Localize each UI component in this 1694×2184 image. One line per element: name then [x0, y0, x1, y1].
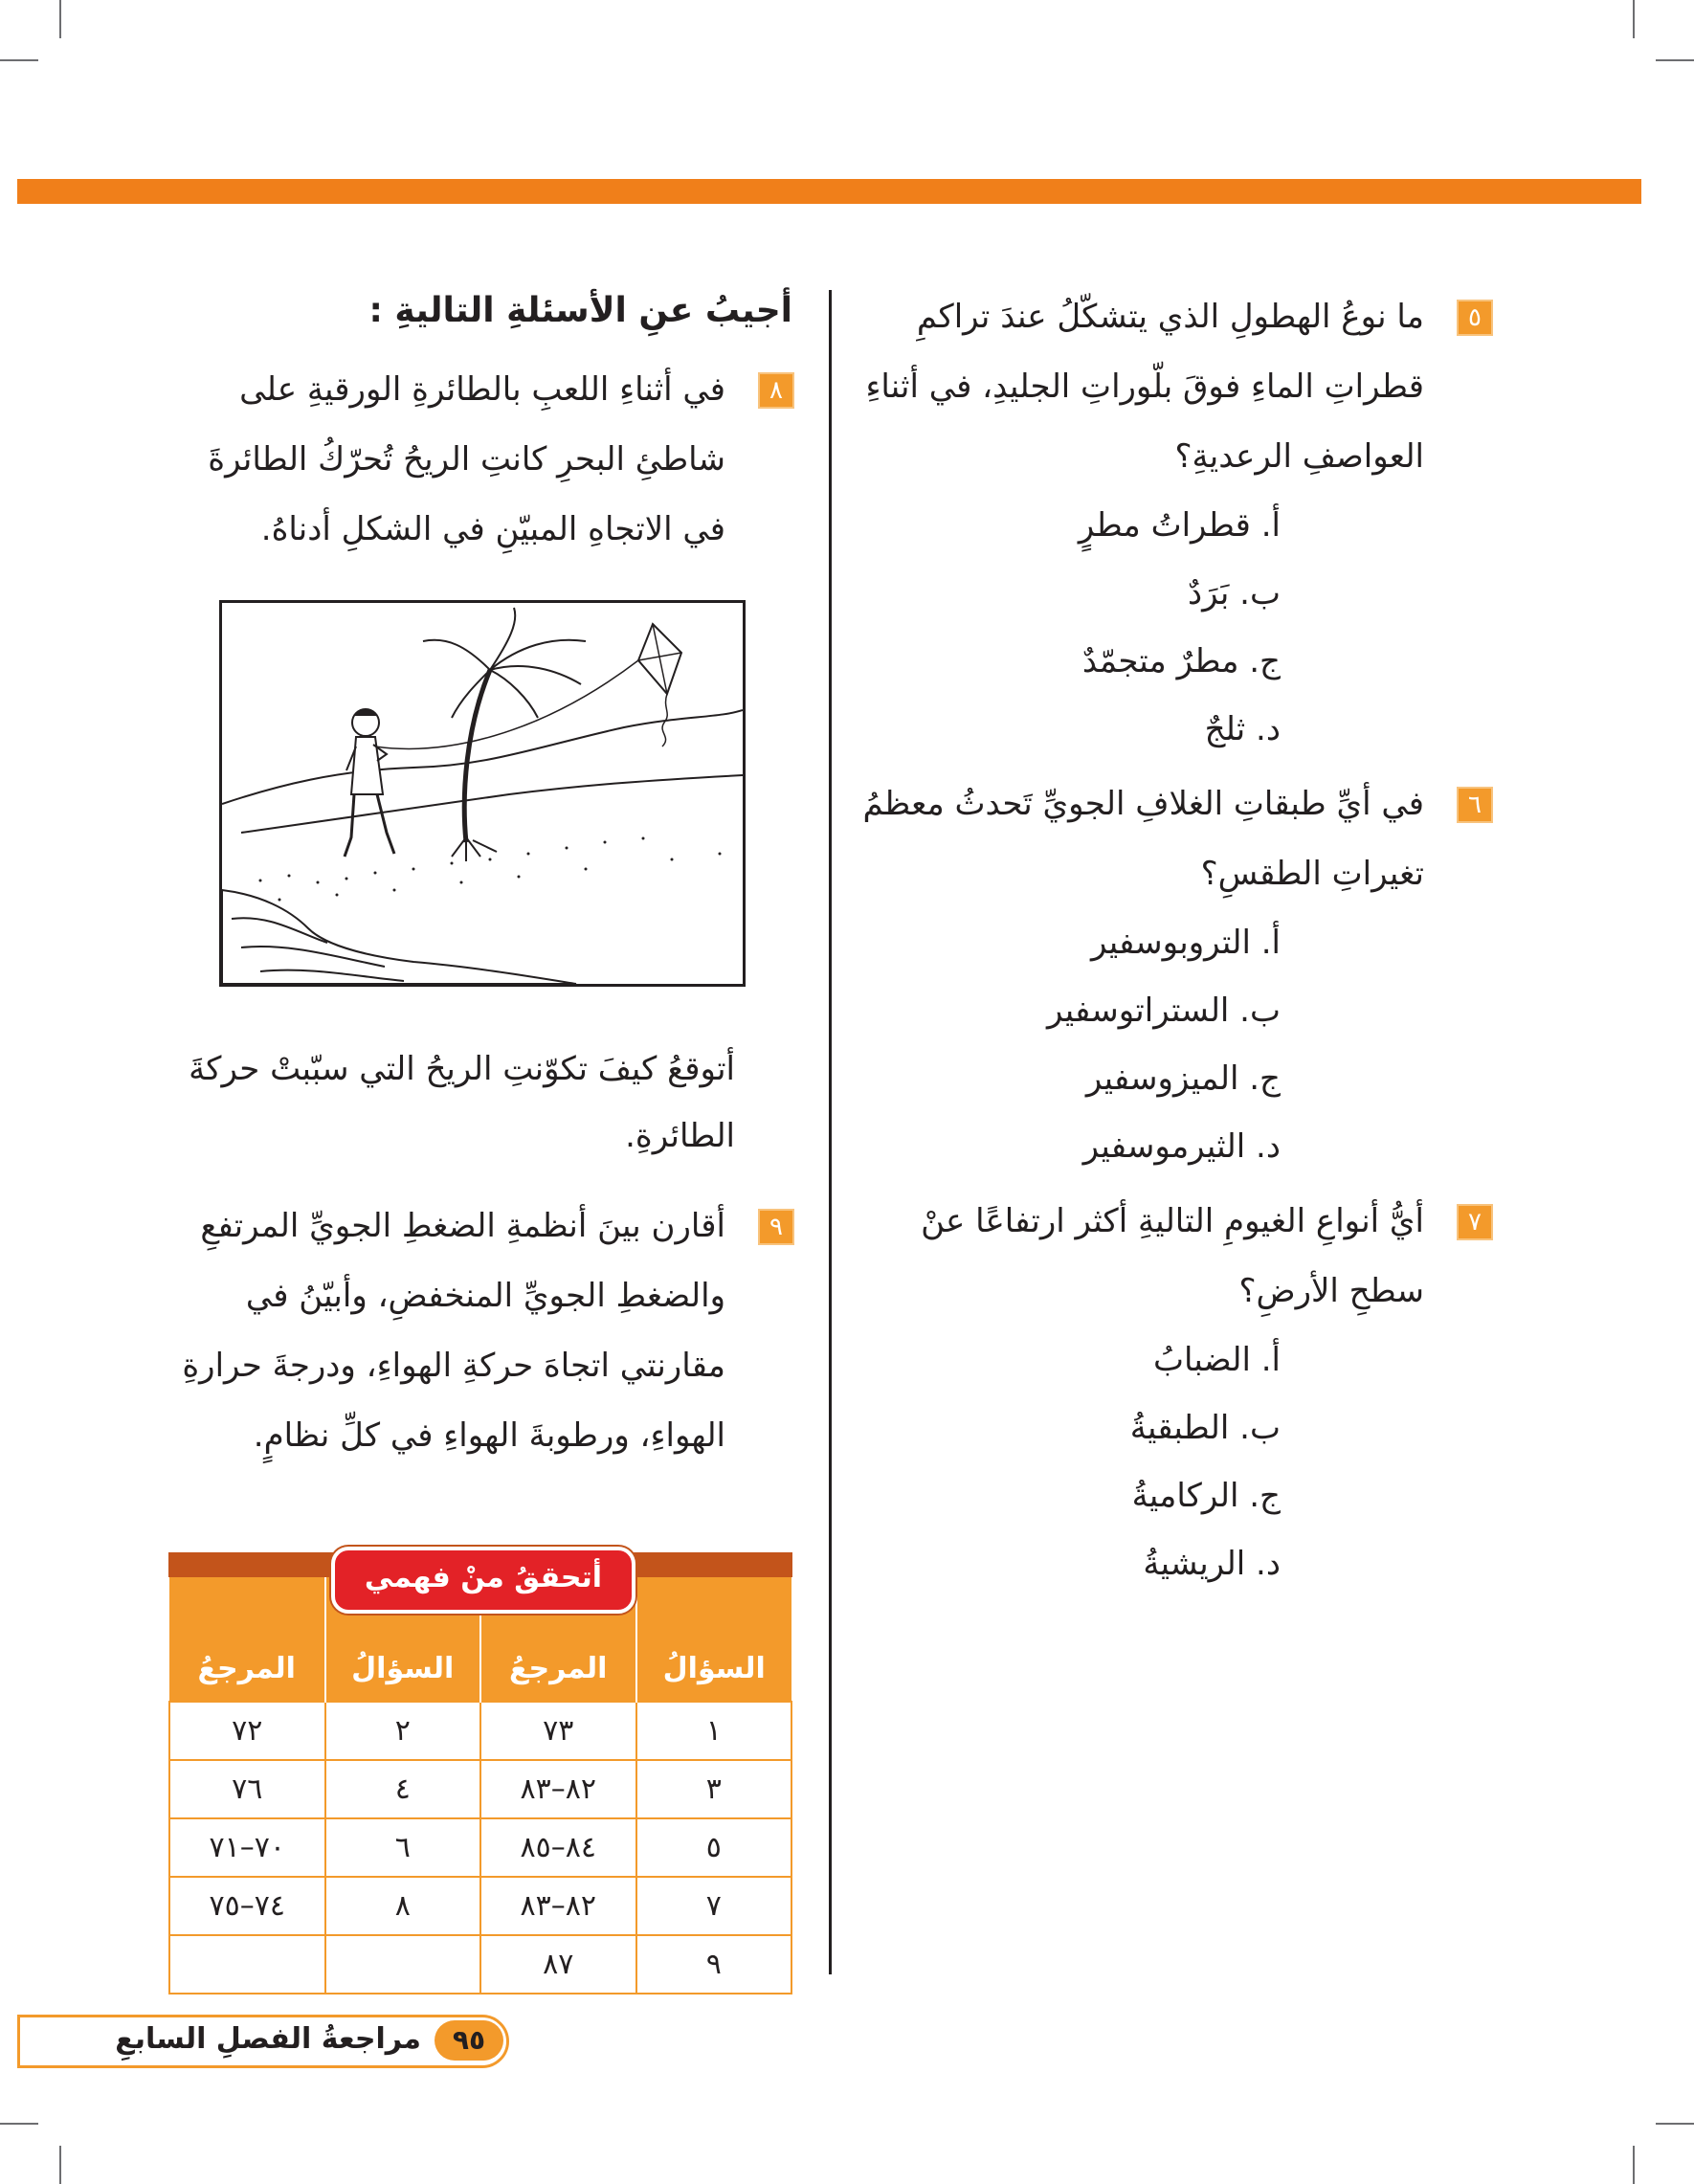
- question-number-badge: ٥: [1459, 301, 1491, 334]
- question-9: [161, 1192, 792, 1471]
- option-d: د. الريشيةُ: [1143, 1545, 1281, 1583]
- question-8: [161, 355, 792, 565]
- table-cell: [325, 1935, 481, 1994]
- right-column: [852, 282, 1491, 1604]
- section-title: أجيبُ عنِ الأسئلةِ التاليةِ :: [368, 291, 792, 330]
- options-list: [852, 1326, 1491, 1598]
- question-number-badge: ٨: [760, 374, 792, 407]
- crop-mark: [1633, 0, 1635, 38]
- options-list: [852, 909, 1491, 1181]
- column-header: المرجعُ: [480, 1577, 636, 1702]
- column-header: السؤالُ: [636, 1577, 792, 1702]
- question-text: في أيِّ طبقاتِ الغلافِ الجويِّ تَحدثُ معظمُ تغيراتِ الطقسِ؟: [862, 785, 1424, 893]
- page-footer: [17, 2015, 513, 2066]
- table-cell: ٨٧: [480, 1935, 636, 1994]
- option-a: أ. التروبوسفير: [1090, 924, 1281, 962]
- question-6: [852, 769, 1491, 1181]
- question-text: ما نوعُ الهطولِ الذي يتشكّلُ عندَ تراكمِ قطراتِ الماءِ فوقَ بلّوراتِ الجليدِ، في أثناءِ العواصفِ الرعديةِ؟: [865, 298, 1424, 476]
- top-accent-bar: [17, 179, 1641, 204]
- question-5: [852, 282, 1491, 764]
- column-header: المرجعُ: [169, 1577, 325, 1702]
- table-cell: ٧٢: [169, 1702, 325, 1760]
- table-row: [169, 1877, 791, 1935]
- question-7: [852, 1187, 1491, 1598]
- crop-mark: [0, 2123, 38, 2125]
- column-divider: [829, 290, 832, 1974]
- option-d: د. ثلجٌ: [1204, 710, 1281, 748]
- option-a: أ. قطراتُ مطرٍ: [1078, 506, 1281, 545]
- question-text: أيُّ أنواعِ الغيومِ التاليةِ أكثر ارتفاعًا عنْ سطحِ الأرضِ؟: [921, 1202, 1424, 1310]
- table-cell: ٤: [325, 1760, 481, 1818]
- option-b: ب. بَرَدٌ: [1188, 574, 1281, 613]
- question-text: أقارن بينَ أنظمةِ الضغطِ الجويِّ المرتفعِ والضغطِ الجويِّ المنخفضِ، وأبيّنُ في مقارنتي اتجاهَ حركةِ الهواءِ، ودرجةَ حرارةِ الهواءِ، ورطوبةَ الهواءِ في كلِّ نظامٍ.: [182, 1207, 725, 1455]
- table-row: [169, 1702, 791, 1760]
- table-cell: ٧٠–٧١: [169, 1818, 325, 1877]
- chapter-review-title: مراجعةُ الفصلِ السابعِ: [115, 2022, 421, 2056]
- review-table-block: [168, 1552, 792, 1995]
- table-cell: ٨٢–٨٣: [480, 1760, 636, 1818]
- option-a: أ. الضبابُ: [1153, 1341, 1281, 1379]
- left-column: [161, 282, 792, 565]
- column-header: السؤالُ: [325, 1577, 481, 1702]
- question-8-followup: أتوقعُ كيفَ تكوّنتِ الريحُ التي سبّبتْ حركةَ الطائرةِ.: [189, 1050, 735, 1155]
- table-cell: ٨: [325, 1877, 481, 1935]
- table-cell: ٨٢–٨٣: [480, 1877, 636, 1935]
- crop-mark: [1656, 59, 1694, 61]
- options-list: [852, 492, 1491, 764]
- review-table: [168, 1577, 792, 1995]
- table-cell: ٧٦: [169, 1760, 325, 1818]
- kite-beach-illustration: [219, 600, 746, 987]
- option-b: ب. الستراتوسفير: [1047, 992, 1281, 1030]
- table-row: [169, 1818, 791, 1877]
- table-cell: ٨٤–٨٥: [480, 1818, 636, 1877]
- option-c: ج. الركاميةُ: [1131, 1477, 1281, 1515]
- page-number: ٩٥: [435, 2020, 503, 2061]
- option-c: ج. الميزوسفير: [1085, 1059, 1281, 1098]
- crop-mark: [59, 0, 61, 38]
- table-cell: ٩: [636, 1935, 792, 1994]
- table-cell: ٦: [325, 1818, 481, 1877]
- option-b: ب. الطبقيةُ: [1129, 1409, 1281, 1447]
- question-number-badge: ٧: [1459, 1206, 1491, 1238]
- table-cell: ٧: [636, 1877, 792, 1935]
- table-cell: [169, 1935, 325, 1994]
- question-number-badge: ٦: [1459, 789, 1491, 821]
- table-row: [169, 1760, 791, 1818]
- table-cell: ٢: [325, 1702, 481, 1760]
- table-cell: ٣: [636, 1760, 792, 1818]
- crop-mark: [59, 2146, 61, 2184]
- table-cell: ٧٣: [480, 1702, 636, 1760]
- question-text: في أثناءِ اللعبِ بالطائرةِ الورقيةِ على شاطئِ البحرِ كانتِ الريحُ تُحرّكُ الطائرةَ في الاتجاهِ المبيّنِ في الشكلِ أدناهُ.: [208, 370, 725, 548]
- crop-mark: [1656, 2123, 1694, 2125]
- check-understanding-badge: أتحققُ منْ فهمي: [331, 1547, 635, 1614]
- option-d: د. الثيرموسفير: [1082, 1127, 1281, 1166]
- table-row: [169, 1935, 791, 1994]
- table-cell: ١: [636, 1702, 792, 1760]
- table-cell: ٥: [636, 1818, 792, 1877]
- question-number-badge: ٩: [760, 1211, 792, 1243]
- option-c: ج. مطرٌ متجمّدٌ: [1081, 642, 1281, 680]
- table-cell: ٧٤–٧٥: [169, 1877, 325, 1935]
- crop-mark: [0, 59, 38, 61]
- crop-mark: [1633, 2146, 1635, 2184]
